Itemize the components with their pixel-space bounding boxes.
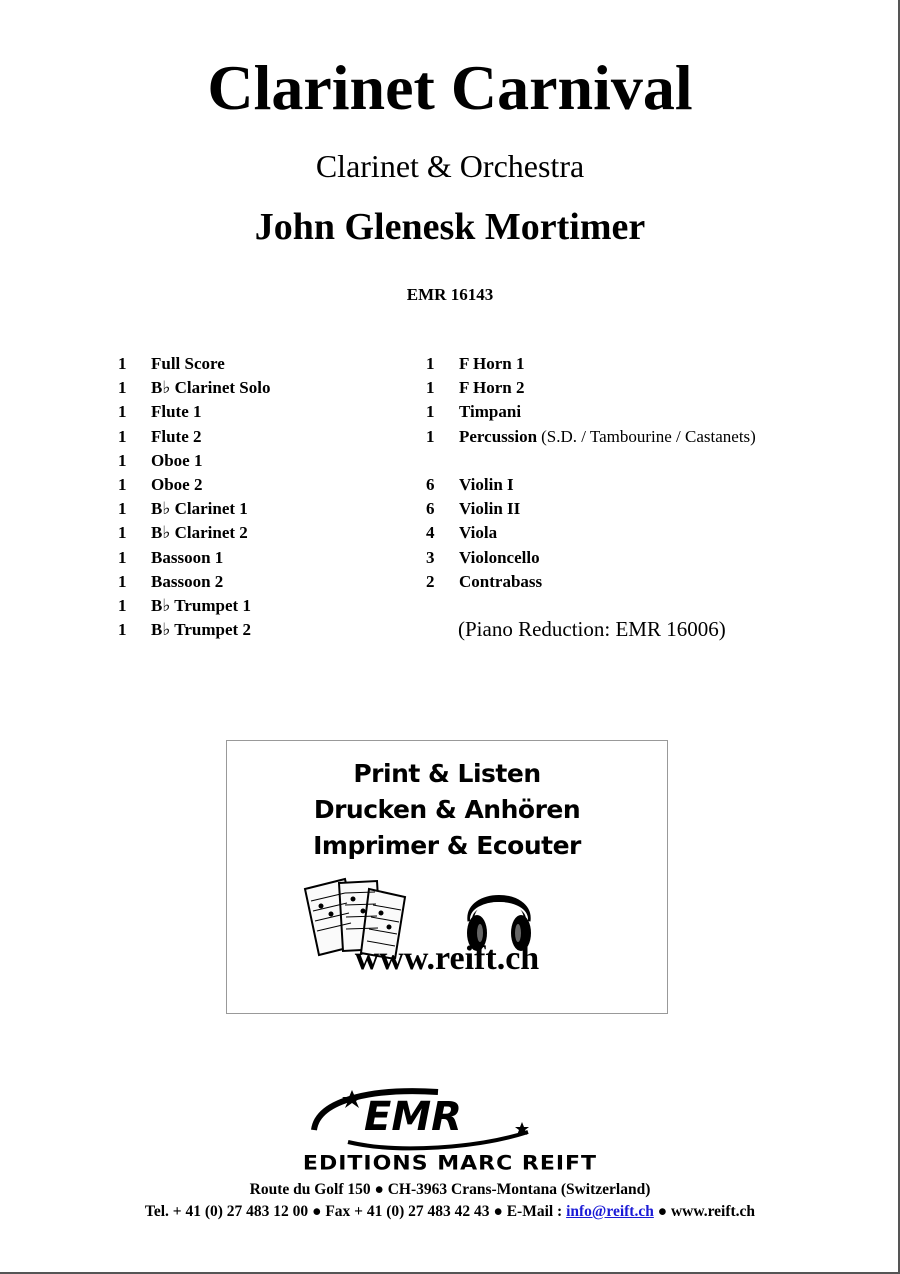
part-name: Full Score	[151, 354, 225, 374]
page-title: Clarinet Carnival	[207, 52, 693, 123]
promo-line-en: Print & Listen	[353, 759, 541, 788]
part-row	[118, 449, 418, 473]
promo-line-de: Drucken & Anhören	[313, 795, 581, 824]
part-row	[118, 425, 418, 449]
part-row	[426, 352, 866, 376]
part-name: Contrabass	[459, 571, 543, 591]
part-qty: 1	[118, 595, 127, 615]
phone-number: Tel. + 41 (0) 27 483 12 00	[144, 1203, 309, 1220]
part-qty: 1	[118, 547, 127, 567]
part-qty: 4	[426, 523, 435, 543]
part-name: B♭ Trumpet 1	[151, 595, 251, 615]
part-name: Bassoon 2	[151, 571, 224, 591]
composer-name: John Glenesk Mortimer	[254, 206, 646, 248]
catalog-number: EMR 16143	[406, 285, 494, 304]
part-qty: 6	[426, 499, 435, 519]
part-row	[426, 473, 866, 497]
part-row	[426, 570, 866, 594]
part-qty: 1	[118, 523, 127, 543]
part-qty: 1	[118, 354, 127, 374]
part-qty: 1	[426, 426, 435, 446]
part-row	[118, 594, 418, 618]
part-qty: 1	[426, 354, 435, 374]
part-qty: 3	[426, 547, 435, 567]
part-row	[118, 497, 418, 521]
piano-reduction-note: (Piano Reduction: EMR 16006)	[458, 617, 726, 641]
part-qty: 1	[118, 426, 127, 446]
subtitle: Clarinet & Orchestra	[315, 148, 585, 184]
contact-line	[0, 1202, 900, 1222]
part-qty: 1	[118, 499, 127, 519]
part-name: Percussion	[459, 426, 538, 446]
part-row	[118, 618, 418, 642]
fax-number: Fax + 41 (0) 27 483 42 43	[325, 1203, 490, 1220]
part-row	[426, 425, 866, 449]
part-qty: 1	[118, 620, 127, 640]
part-row	[118, 546, 418, 570]
part-name: Timpani	[459, 402, 522, 422]
part-row	[426, 521, 866, 545]
part-name: F Horn 1	[459, 354, 525, 374]
part-name: Oboe 2	[151, 475, 203, 495]
part-qty: 2	[426, 571, 435, 591]
part-row	[118, 521, 418, 545]
email-link[interactable]: info@reift.ch	[566, 1203, 654, 1220]
part-qty: 6	[426, 475, 435, 495]
part-name: B♭ Clarinet Solo	[151, 378, 271, 398]
part-row	[118, 376, 418, 400]
part-name: Bassoon 1	[151, 547, 224, 567]
part-name: Flute 1	[151, 402, 202, 422]
promo-line-fr: Imprimer & Ecouter	[313, 831, 581, 860]
separator-dot: ●	[493, 1203, 503, 1220]
part-row	[426, 400, 866, 424]
part-qty: 1	[118, 378, 127, 398]
emr-logo	[308, 1084, 548, 1154]
part-qty: 1	[426, 378, 435, 398]
part-name: Violoncello	[459, 547, 540, 567]
part-name: B♭ Clarinet 2	[151, 523, 248, 543]
part-row	[426, 376, 866, 400]
part-name: F Horn 2	[459, 378, 525, 398]
part-note: (S.D. / Tambourine / Castanets)	[541, 426, 756, 446]
part-row	[118, 473, 418, 497]
part-qty: 1	[118, 571, 127, 591]
part-row	[118, 400, 418, 424]
part-name: B♭ Trumpet 2	[151, 620, 251, 640]
promo-url[interactable]: www.reift.ch	[354, 940, 540, 977]
separator-dot: ●	[312, 1203, 322, 1220]
part-row	[426, 546, 866, 570]
email-label: E-Mail :	[506, 1203, 563, 1220]
publisher-address: Route du Golf 150 ● CH-3963 Crans-Montana (Switzerland)	[249, 1181, 651, 1198]
part-row	[426, 497, 866, 521]
publisher-name: EDITIONS MARC REIFT	[302, 1152, 598, 1175]
part-qty: 1	[118, 402, 127, 422]
logo-text: EMR	[364, 1094, 462, 1140]
part-qty: 1	[426, 402, 435, 422]
print-listen-box[interactable]	[226, 740, 668, 1014]
website-link[interactable]: www.reift.ch	[670, 1203, 756, 1220]
part-qty: 1	[118, 450, 127, 470]
part-name: Viola	[459, 523, 498, 543]
part-name: Violin II	[459, 499, 521, 519]
separator-dot: ●	[657, 1203, 668, 1220]
part-name: B♭ Clarinet 1	[151, 499, 248, 519]
part-spacer	[426, 449, 866, 473]
part-name: Flute 2	[151, 426, 202, 446]
part-name: Violin I	[459, 475, 514, 495]
parts-list-left	[118, 352, 418, 642]
part-row	[118, 570, 418, 594]
part-qty: 1	[118, 475, 127, 495]
part-name: Oboe 1	[151, 450, 203, 470]
parts-list-right	[426, 352, 866, 594]
part-row	[118, 352, 418, 376]
